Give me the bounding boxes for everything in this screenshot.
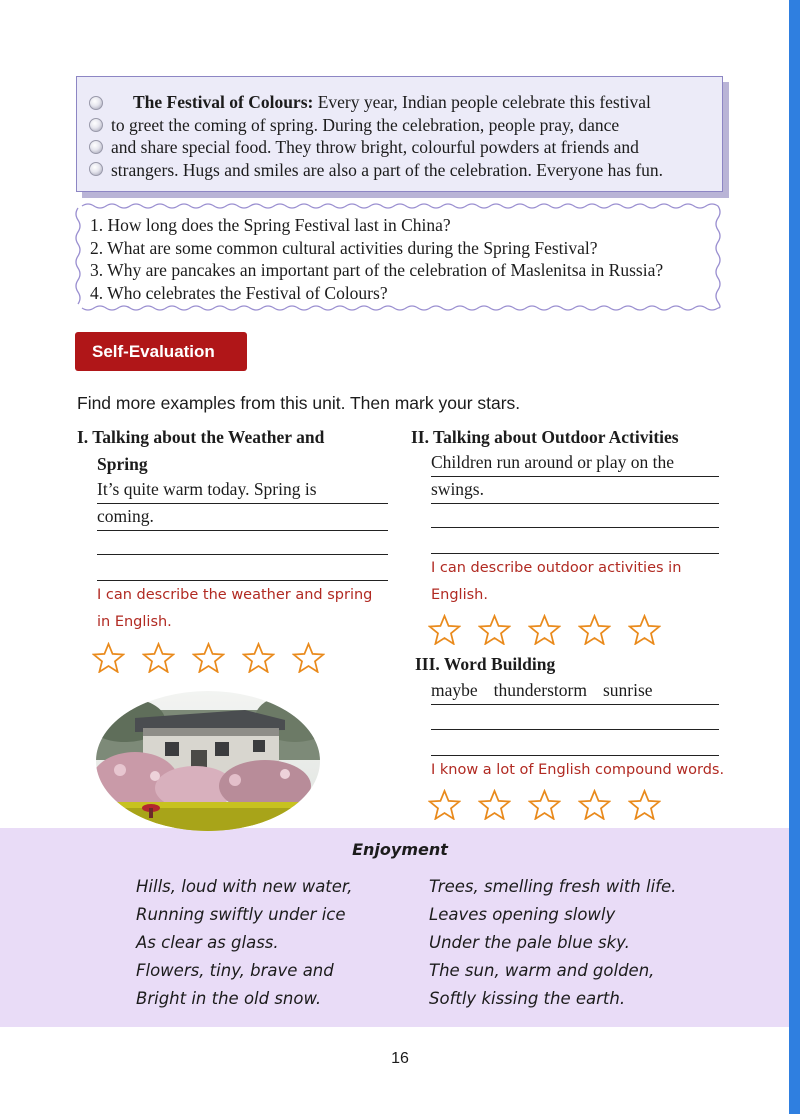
enjoyment-title: Enjoyment [352,840,448,859]
poem-line: Softly kissing the earth. [429,989,626,1008]
poem-left-column [136,873,352,1013]
poem-line: The sun, warm and golden, [429,961,655,980]
section3-word-line[interactable] [431,678,719,705]
question-item: 1. How long does the Spring Festival last in China? [90,215,451,235]
festival-box [76,76,723,192]
section1-title-2: Spring [97,454,148,474]
compound-word: thunderstorm [493,680,587,700]
section2-answer-line[interactable] [431,501,719,528]
poem-line: Running swiftly under ice [136,905,346,924]
section2-star-rating [428,614,661,645]
star-icon[interactable] [428,614,461,645]
star-icon[interactable] [528,789,561,820]
enjoyment-section [0,828,789,1027]
star-icon[interactable] [578,614,611,645]
star-icon[interactable] [478,789,511,820]
star-icon[interactable] [478,614,511,645]
question-list [90,214,663,304]
festival-line-1: Every year, Indian people celebrate this festival [313,92,651,112]
section1-title: I. Talking about the Weather and [77,427,325,447]
spring-village-photo [95,690,321,832]
question-item: 4. Who celebrates the Festival of Colours? [90,282,388,303]
section1-star-rating [92,642,325,673]
festival-line-3: and share special food. They throw bright, colourful powders at friends and [111,137,639,157]
section3-answer-line[interactable] [431,703,719,730]
star-icon[interactable] [192,642,225,673]
section2-title: II. Talking about Outdoor Activities [411,427,679,447]
festival-text [111,91,719,181]
section2-answer-line[interactable]: swings. [431,477,719,504]
section1-answer-line[interactable] [97,528,388,555]
bullet-icon [89,96,103,110]
star-icon[interactable] [242,642,275,673]
festival-line-2: to greet the coming of spring. During the celebration, people pray, dance [111,114,620,135]
star-icon[interactable] [292,642,325,673]
page-number: 16 [391,1050,409,1067]
poem-line: Flowers, tiny, brave and [136,961,334,980]
poem-line: Trees, smelling fresh with life. [429,877,677,896]
bullet-icon [89,118,103,132]
festival-title: The Festival of Colours: [133,92,314,112]
poem-line: Under the pale blue sky. [429,933,630,952]
question-item: 2. What are some common cultural activities during the Spring Festival? [90,237,598,258]
poem-right-column [429,873,676,1013]
self-evaluation-label: Self-Evaluation [75,332,247,371]
section2-answer-line[interactable] [431,527,719,554]
section1-can-statement-2: in English. [97,614,172,630]
section1-answer-line[interactable]: coming. [97,504,388,531]
section3-title: III. Word Building [415,654,556,674]
questions-box [74,202,726,312]
section2-can-statement: I can describe outdoor activities in [431,560,682,576]
poem-line: Hills, loud with new water, [136,877,353,896]
star-icon[interactable] [428,789,461,820]
section1-can-statement: I can describe the weather and spring [97,587,373,603]
bullet-icon [89,162,103,176]
star-icon[interactable] [142,642,175,673]
section2-can-statement-2: English. [431,587,488,603]
star-icon[interactable] [628,614,661,645]
star-icon[interactable] [628,789,661,820]
poem-line: Leaves opening slowly [429,905,616,924]
poem-line: Bright in the old snow. [136,989,322,1008]
festival-line-4: strangers. Hugs and smiles are also a part of the celebration. Everyone has fun. [111,159,664,180]
star-icon[interactable] [528,614,561,645]
compound-word: sunrise [602,680,653,700]
instruction-text: Find more examples from this unit. Then mark your stars. [77,393,521,413]
bullet-icon [89,140,103,154]
compound-word: maybe [431,680,478,700]
section3-can-statement: I know a lot of English compound words. [431,762,725,778]
section1-answer-line[interactable]: It’s quite warm today. Spring is [97,477,388,504]
question-item: 3. Why are pancakes an important part of the celebration of Maslenitsa in Russia? [90,260,664,280]
section1-answer-line[interactable] [97,554,388,581]
section3-star-rating [428,789,661,820]
star-icon[interactable] [578,789,611,820]
poem-line: As clear as glass. [136,933,279,952]
star-icon[interactable] [92,642,125,673]
section2-answer-line[interactable]: Children run around or play on the [431,450,719,477]
section3-answer-line[interactable] [431,729,719,756]
page-edge-bar [789,0,800,1114]
